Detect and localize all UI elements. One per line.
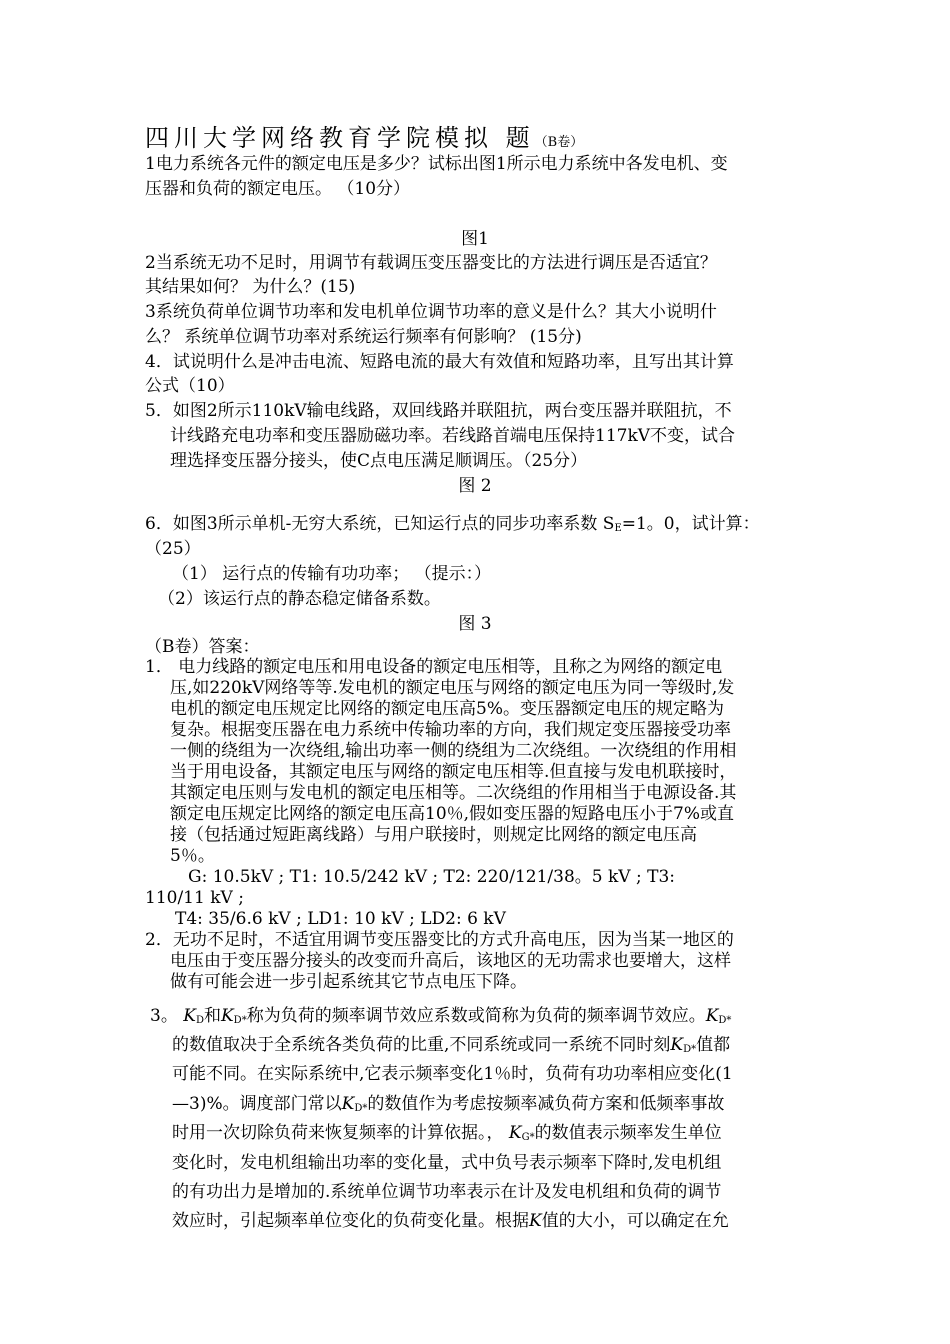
a3-text: 的数值作为考虑按频率减负荷方案和低频率事故 xyxy=(367,1094,725,1114)
q6-item1: （1） 运行点的传输有功功率； （提示：） xyxy=(172,564,492,584)
q4-line1: 4．试说明什么是冲击电流、短路电流的最大有效值和短路功率，且写出其计算 xyxy=(145,352,734,372)
a3-text: 值的大小，可以确定在允 xyxy=(541,1211,729,1231)
a3-number: 3。 xyxy=(150,1006,178,1026)
a3-text: —3)%。调度部门常以 xyxy=(172,1094,342,1114)
a3-symbol-k: K xyxy=(508,1123,522,1143)
a3-text: 称为负荷的频率调节效应系数或简称为负荷的频率调节效应。 xyxy=(246,1006,706,1026)
q5-line2: 计线路充电功率和变压器励磁功率。若线路首端电压保持117kV不变，试合 xyxy=(170,426,736,446)
a3-symbol-k: K xyxy=(341,1094,355,1114)
a3-symbol-k: K xyxy=(220,1006,234,1026)
a3-line5 xyxy=(172,1118,722,1148)
a3-text: 的数值取决于全系统各类负荷的比重,不同系统或同一系统不同时刻 xyxy=(172,1035,671,1055)
a2-line3: 做有可能会进一步引起系统其它节点电压下降。 xyxy=(170,972,527,992)
q1-line2: 压器和负荷的额定电压。 （10分） xyxy=(145,179,411,199)
a1-line9: 接（包括通过短距离线路）与用户联接时，则规定比网络的额定电压高 xyxy=(170,825,697,845)
q5-line1: 5．如图2所示110kV输电线路，双回线路并联阻抗，两台变压器并联阻抗，不 xyxy=(145,401,732,421)
q6-line1 xyxy=(145,512,760,536)
a3-subscript: D* xyxy=(354,1103,368,1114)
q3-line2: 么？ 系统单位调节功率对系统运行频率有何影响？ (15分) xyxy=(145,327,582,347)
a1-line4: 复杂。根据变压器在电力系统中传输功率的方向，我们规定变压器接受功率 xyxy=(170,720,731,740)
a3-line8 xyxy=(172,1206,729,1236)
q6-text-pre: 6．如图3所示单机-无穷大系统，已知运行点的同步功率系数 S xyxy=(145,514,615,534)
ratings-line2: 110/11 kV ; xyxy=(145,888,244,908)
figure3-caption: 图 3 xyxy=(458,614,492,634)
a3-subscript: G* xyxy=(521,1132,535,1143)
a3-text: 时用一次切除负荷来恢复频率的计算依据。， xyxy=(172,1123,509,1143)
a1-line2: 压,如220kV网络等等.发电机的额定电压与网络的额定电压为同一等级时,发 xyxy=(170,678,735,698)
a1-line5: 一侧的绕组为一次绕组,输出功率一侧的绕组为二次绕组。一次绕组的作用相 xyxy=(170,741,737,761)
title-text: 四川大学网络教育学院模拟 题 xyxy=(145,124,535,152)
a3-line7: 的有功出力是增加的.系统单位调节功率表示在计及发电机组和负荷的调节 xyxy=(172,1182,722,1202)
a3-subscript: D xyxy=(195,1015,204,1026)
q6-text-post: =1。0，试计算： xyxy=(621,514,760,534)
a3-text: 的数值表示频率发生单位 xyxy=(534,1123,722,1143)
a1-line6: 当于用电设备，其额定电压与网络的额定电压相等.但直接与发电机联接时， xyxy=(170,762,737,782)
title-suffix: （B卷） xyxy=(534,135,584,150)
a1-line7: 其额定电压则与发电机的额定电压相等。二次绕组的作用相当于电源设备.其 xyxy=(170,783,737,803)
a1-line1: 1． 电力线路的额定电压和用电设备的额定电压相等，且称之为网络的额定电 xyxy=(145,657,723,677)
a3-line6: 变化时，发电机组输出功率的变化量，式中负号表示频率下降时,发电机组 xyxy=(172,1153,722,1173)
q6-item2: （2）该运行点的静态稳定储备系数。 xyxy=(158,589,441,609)
answers-header: （B卷）答案： xyxy=(145,637,260,657)
q6-line2: （25） xyxy=(145,539,201,559)
a1-line8: 额定电压规定比网络的额定电压高10％,假如变压器的短路电压小于7%或直 xyxy=(170,804,735,824)
a3-symbol-k: K xyxy=(705,1006,719,1026)
figure2-caption: 图 2 xyxy=(458,476,492,496)
q5-line3: 理选择变压器分接头，使C点电压满足顺调压。（25分） xyxy=(170,451,588,471)
q1-line1: 1电力系统各元件的额定电压是多少？试标出图1所示电力系统中各发电机、变 xyxy=(145,154,728,174)
figure1-caption: 图1 xyxy=(461,229,489,249)
a1-line3: 电机的额定电压规定比网络的额定电压高5%。变压器额定电压的规定略为 xyxy=(170,699,724,719)
q4-line2: 公式（10） xyxy=(145,376,235,396)
a1-line10: 5％。 xyxy=(170,846,215,866)
a3-line3: 可能不同。在实际系统中,它表示频率变化1％时，负荷有功功率相应变化(1 xyxy=(172,1064,733,1084)
a3-line4 xyxy=(172,1089,724,1119)
ratings-line3: T4: 35/6.6 kV ; LD1: 10 kV ; LD2: 6 kV xyxy=(175,909,506,929)
q2-line2: 其结果如何？ 为什么？(15) xyxy=(145,277,356,297)
a3-text: 和 xyxy=(203,1006,221,1026)
a2-line2: 电压由于变压器分接头的改变而升高后，该地区的无功需求也要增大，这样 xyxy=(170,951,731,971)
ratings-line1: G: 10.5kV ; T1: 10.5/242 kV ; T2: 220/121/38。5 kV ; T3: xyxy=(188,867,675,887)
a3-subscript: D* xyxy=(233,1015,247,1026)
a3-subscript: D* xyxy=(683,1044,697,1055)
q2-line1: 2当系统无功不足时，用调节有载调压变压器变比的方法进行调压是否适宜？ xyxy=(145,253,717,273)
a3-symbol-k: K xyxy=(529,1211,542,1231)
a3-symbol-k: K xyxy=(183,1006,196,1026)
a3-line1 xyxy=(150,1001,731,1031)
a3-text: 效应时，引起频率单位变化的负荷变化量。根据 xyxy=(172,1211,529,1231)
a3-subscript: D* xyxy=(718,1015,732,1026)
q6-subscript: E xyxy=(614,523,622,534)
a3-text: 值都 xyxy=(696,1035,731,1055)
a2-line1: 2．无功不足时，不适宜用调节变压器变比的方式升高电压，因为当某一地区的 xyxy=(145,930,734,950)
a3-line2 xyxy=(172,1030,730,1060)
q3-line1: 3系统负荷单位调节功率和发电机单位调节功率的意义是什么？其大小说明什 xyxy=(145,302,717,322)
a3-symbol-k: K xyxy=(670,1035,684,1055)
